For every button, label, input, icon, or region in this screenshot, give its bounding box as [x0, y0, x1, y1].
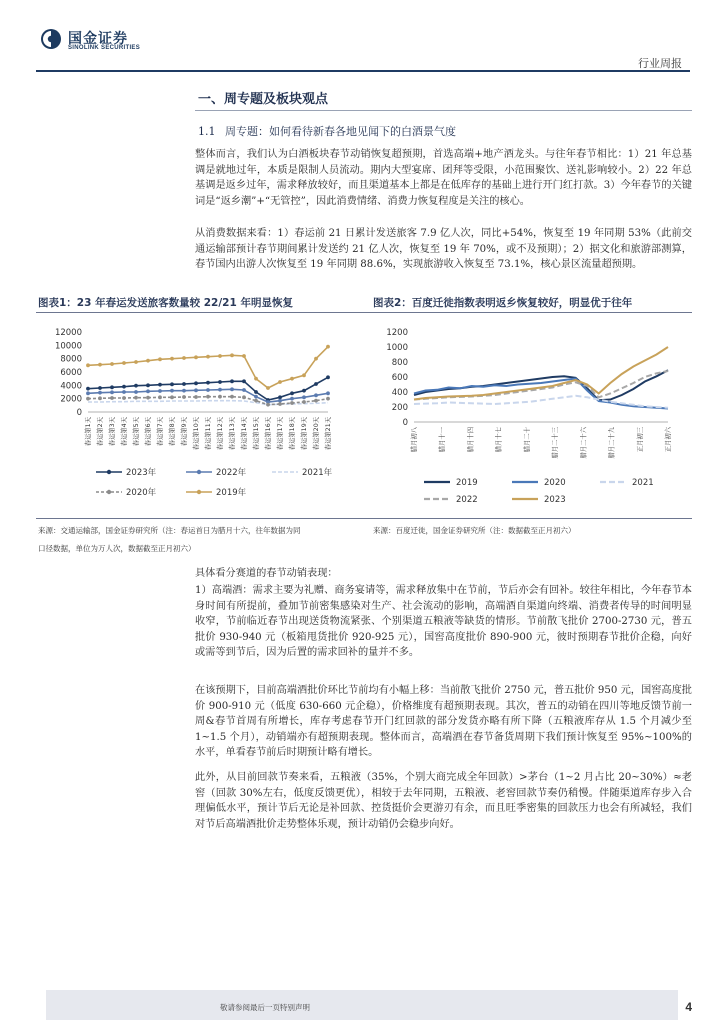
page-number: 4	[685, 1000, 692, 1014]
series-point	[314, 382, 318, 386]
series-point	[158, 383, 162, 387]
series-point	[302, 389, 306, 393]
series-point	[278, 395, 282, 399]
series-point	[326, 345, 330, 349]
series-point	[158, 395, 162, 399]
paragraph-price-expectation: 在该预期下，目前高端酒批价环比节前均有小幅上移：当前散飞批价 2750 元，普五批价 950 元，国窖高度批价 900-910 元（低度 630-660 元企稳），价格维度有超预期表现。其次，普五的动销在四川等地反馈节前一周&春节首周有所增长，库存考虑春节开门红回款的部分发货亦略有所下降（五粮液库存从 1.5 个月减少至 1~1.5 个月），动销端亦有超预期表现。整体而言，高端酒在春节备货周期下我们预计恢复至 95%~100%的水平，单看春节前后时期预计略有增长。	[195, 685, 692, 759]
section-divider	[195, 110, 692, 111]
series-point	[218, 388, 222, 392]
series-point	[230, 379, 234, 383]
x-tick-label: 正月初六	[665, 427, 672, 453]
series-point	[266, 403, 270, 407]
paragraph-high-end-liquor: 1）高端酒：需求主要为礼赠、商务宴请等，需求释放集中在节前，节后亦会有回补。较往年相比，今年春节本身时间有所提前，叠加节前密集感染对生产、社会流动的影响，高端酒自渠道向终端、消费者传导的时间明显收窄，节前临近春节出现送货物流紧张、个别渠道五粮液等缺货的情形。节前散飞批价 2700-2730 元，普五批价 930-940 元（板箱甩货批价 920-925 元），国窖高度批价 890-900 元，彼时预期春节批价企稳，向好或需等到节后，因为后置的需求回补的量并不多。	[195, 585, 692, 659]
subsection-text: 周专题：如何看待新春各地见闻下的白酒景气度	[225, 125, 456, 138]
legend-label: 2023	[544, 495, 566, 505]
y-tick-label: 1200	[386, 328, 408, 338]
series-point	[158, 389, 162, 393]
legend-label: 2019	[456, 478, 478, 488]
series-point	[206, 388, 210, 392]
series-point	[134, 390, 138, 394]
legend-marker	[107, 490, 111, 494]
series-point	[110, 396, 114, 400]
series-point	[98, 396, 102, 400]
chart-baidu-migration-index	[372, 318, 692, 513]
y-tick-label: 0	[402, 418, 408, 428]
series-point	[278, 399, 282, 403]
legend-label: 2022年	[216, 468, 247, 478]
series-point	[206, 395, 210, 399]
series-point	[218, 380, 222, 384]
series-point	[302, 395, 306, 399]
legend-label: 2021年	[302, 468, 333, 478]
series-point	[86, 397, 90, 401]
series-point	[86, 391, 90, 395]
figure2-source-note: 来源：百度迁徙，国金证券研究所（注：数据截至正月初六）	[373, 526, 576, 535]
series-point	[206, 381, 210, 385]
report-type-label: 行业周报	[638, 57, 682, 70]
x-tick-label: 春运第18天	[289, 417, 296, 451]
y-tick-label: 10000	[54, 341, 82, 352]
series-point	[302, 373, 306, 377]
figure1-source-note-cont: 口径数据，单位为万人次，数据截至正月初六）	[38, 544, 196, 553]
x-tick-label: 春运第11天	[205, 417, 212, 451]
series-point	[86, 363, 90, 367]
series-point	[86, 387, 90, 391]
x-tick-label: 腊月初八	[411, 427, 418, 453]
series-point	[122, 390, 126, 394]
figure-bottom-rule	[36, 518, 692, 519]
x-tick-label: 春运第10天	[193, 417, 200, 451]
series-point	[242, 354, 246, 358]
series-point	[254, 395, 258, 399]
series-point	[122, 361, 126, 365]
legend-marker	[197, 490, 201, 494]
figure1-title: 图表1：23 年春运发送旅客数量较 22/21 年明显恢复	[38, 297, 293, 309]
y-tick-label: 0	[76, 408, 82, 418]
series-point	[194, 395, 198, 399]
series-point	[194, 381, 198, 385]
legend-label: 2020	[544, 478, 566, 488]
series-point	[290, 397, 294, 401]
x-tick-label: 春运第9天	[181, 417, 188, 447]
brand-name-en: SINOLINK SECURITIES	[68, 45, 141, 51]
legend-label: 2021	[632, 478, 654, 488]
series-point	[146, 383, 150, 387]
series-point	[98, 386, 102, 390]
legend-label: 2023年	[126, 468, 157, 478]
series-point	[170, 382, 174, 386]
series-point	[242, 379, 246, 383]
paragraph-consumption-data: 从消费数据来看：1）春运前 21 日累计发送旅客 7.9 亿人次，同比+54%，恢复至 19 年同期 53%（此前交通运输部预计春节期间累计发送约 21 亿人次，恢复至 19 年 70%，或不及预期）；2）据文化和旅游部测算，春节国内出游人次恢复至 19 年同期 88.6%，实现旅游收入恢复至 73.1%，核心景区流量超预期。	[195, 228, 692, 271]
series-point	[110, 390, 114, 394]
series-point	[290, 401, 294, 405]
x-tick-label: 腊月二十九	[608, 427, 616, 459]
paragraph-payment-pace: 此外，从目前回款节奏来看，五粮液（35%，个别大商完成全年回款）>茅台（1~2 月占比 20~30%）≈老窖（回款 30%左右，低度反馈更优），相较于去年同期，五粮液、老窖回款节奏仍稍慢。伴随渠道库存步入合理偏低水平，预计节后无论是补回款、控货挺价会更游刃有余，而且旺季密集的回款压力也会有所减轻，我们对节后高端酒批价走势整体乐观，预计动销仍会稳步向好。	[195, 772, 692, 830]
x-tick-label: 春运第5天	[133, 417, 140, 447]
series-point	[146, 389, 150, 393]
series-point	[134, 384, 138, 388]
subsection-title	[198, 123, 456, 139]
series-point	[122, 385, 126, 389]
x-tick-label: 春运第1天	[85, 417, 92, 447]
series-point	[230, 395, 234, 399]
series-point	[242, 395, 246, 399]
y-tick-label: 400	[391, 388, 408, 398]
x-tick-label: 春运第3天	[109, 417, 116, 447]
series-point	[206, 355, 210, 359]
series-point	[194, 388, 198, 392]
x-tick-label: 春运第7天	[157, 417, 164, 447]
series-point	[254, 399, 258, 403]
series-point	[254, 390, 258, 394]
y-tick-label: 8000	[60, 354, 82, 365]
chart-spring-travel-passengers	[36, 318, 358, 513]
series-point	[146, 359, 150, 363]
x-tick-label: 腊月二十	[523, 427, 531, 453]
x-tick-label: 春运第8天	[169, 417, 176, 447]
x-tick-label: 春运第6天	[145, 417, 152, 447]
series-point	[290, 377, 294, 381]
series-point	[182, 395, 186, 399]
header-divider	[36, 70, 690, 72]
series-point	[134, 360, 138, 364]
x-tick-label: 腊月十一	[439, 427, 447, 453]
x-tick-label: 腊月十四	[467, 427, 475, 453]
series-point	[170, 389, 174, 393]
series-point	[182, 389, 186, 393]
y-tick-label: 600	[391, 373, 408, 383]
x-tick-label: 正月初三	[636, 427, 644, 453]
footer-bar	[46, 990, 678, 1020]
y-tick-label: 12000	[54, 328, 82, 338]
series-point	[314, 357, 318, 361]
figure-top-rule	[36, 312, 692, 313]
series-point	[314, 399, 318, 403]
series-point	[110, 385, 114, 389]
y-tick-label: 800	[391, 358, 408, 368]
series-point	[182, 356, 186, 360]
x-tick-label: 春运第19天	[301, 417, 308, 451]
series-point	[326, 375, 330, 379]
series-point	[290, 391, 294, 395]
footer-disclaimer: 敬请参阅最后一页特别声明	[220, 1003, 310, 1012]
y-tick-label: 6000	[60, 368, 82, 378]
legend-label: 2020年	[126, 488, 157, 498]
figure2-title: 图表2：百度迁徙指数表明返乡恢复较好，明显优于往年	[373, 297, 633, 309]
legend-marker	[107, 470, 111, 474]
series-point	[170, 395, 174, 399]
paragraph-overview: 整体而言，我们认为白酒板块春节动销恢复超预期，首选高端+地产酒龙头。与往年春节相比：1）21 年总基调是就地过年，本质是限制人员流动。期内大型宴席、团拜等受限，小范围聚饮、送礼影响较小。2）22 年总基调是返乡过年，需求释放较好，而且渠道基本上都是在低库存的基础上进行开门红打款。3）今年春节的关键词是“返乡潮”+“无管控”，因此消费情绪、消费力恢复程度是关注的核心。	[195, 149, 692, 207]
x-tick-label: 腊月十七	[495, 427, 503, 453]
x-tick-label: 腊月二十六	[580, 427, 588, 459]
y-tick-label: 2000	[60, 394, 82, 405]
series-point	[98, 391, 102, 395]
brand-logo-icon	[40, 28, 62, 50]
series-point	[170, 357, 174, 361]
series-point	[302, 400, 306, 404]
series-point	[182, 382, 186, 386]
legend-label: 2022	[456, 495, 478, 505]
subsection-number: 1.1	[198, 125, 216, 138]
series-point	[218, 354, 222, 358]
paragraph-segment-intro: 具体看分赛道的春节动销表现：	[195, 568, 338, 579]
series-point	[266, 386, 270, 390]
figure1-source-note: 来源：交通运输部，国金证券研究所（注：春运首日为腊月十六，往年数据为同	[38, 526, 301, 535]
series-point	[134, 396, 138, 400]
y-tick-label: 4000	[60, 381, 82, 392]
series-point	[314, 393, 318, 397]
section-title: 一、周专题及板块观点	[198, 92, 329, 107]
series-point	[326, 397, 330, 401]
x-tick-label: 腊月二十三	[552, 427, 560, 459]
y-tick-label: 200	[391, 403, 408, 413]
x-tick-label: 春运第12天	[217, 417, 224, 451]
series-point	[218, 395, 222, 399]
x-tick-label: 春运第14天	[241, 417, 248, 451]
x-tick-label: 春运第15天	[253, 417, 260, 451]
x-tick-label: 春运第20天	[313, 417, 320, 451]
series-point	[98, 363, 102, 367]
series-point	[254, 377, 258, 381]
series-point	[230, 387, 234, 391]
series-point	[122, 396, 126, 400]
x-tick-label: 春运第13天	[229, 417, 236, 451]
series-point	[110, 362, 114, 366]
legend-label: 2019年	[216, 488, 247, 498]
x-tick-label: 春运第21天	[325, 417, 332, 451]
y-tick-label: 1000	[386, 343, 408, 353]
series-point	[158, 357, 162, 361]
x-tick-label: 春运第4天	[121, 417, 128, 447]
brand-name-cn: 国金证券	[68, 31, 128, 47]
series-point	[326, 391, 330, 395]
series-point	[194, 355, 198, 359]
series-point	[230, 353, 234, 357]
x-tick-label: 春运第2天	[97, 417, 104, 447]
series-line	[414, 371, 668, 400]
legend-marker	[197, 470, 201, 474]
x-tick-label: 春运第16天	[265, 417, 272, 451]
x-tick-label: 春运第17天	[277, 417, 284, 451]
series-point	[146, 396, 150, 400]
series-point	[278, 402, 282, 406]
series-point	[242, 388, 246, 392]
series-point	[278, 380, 282, 384]
